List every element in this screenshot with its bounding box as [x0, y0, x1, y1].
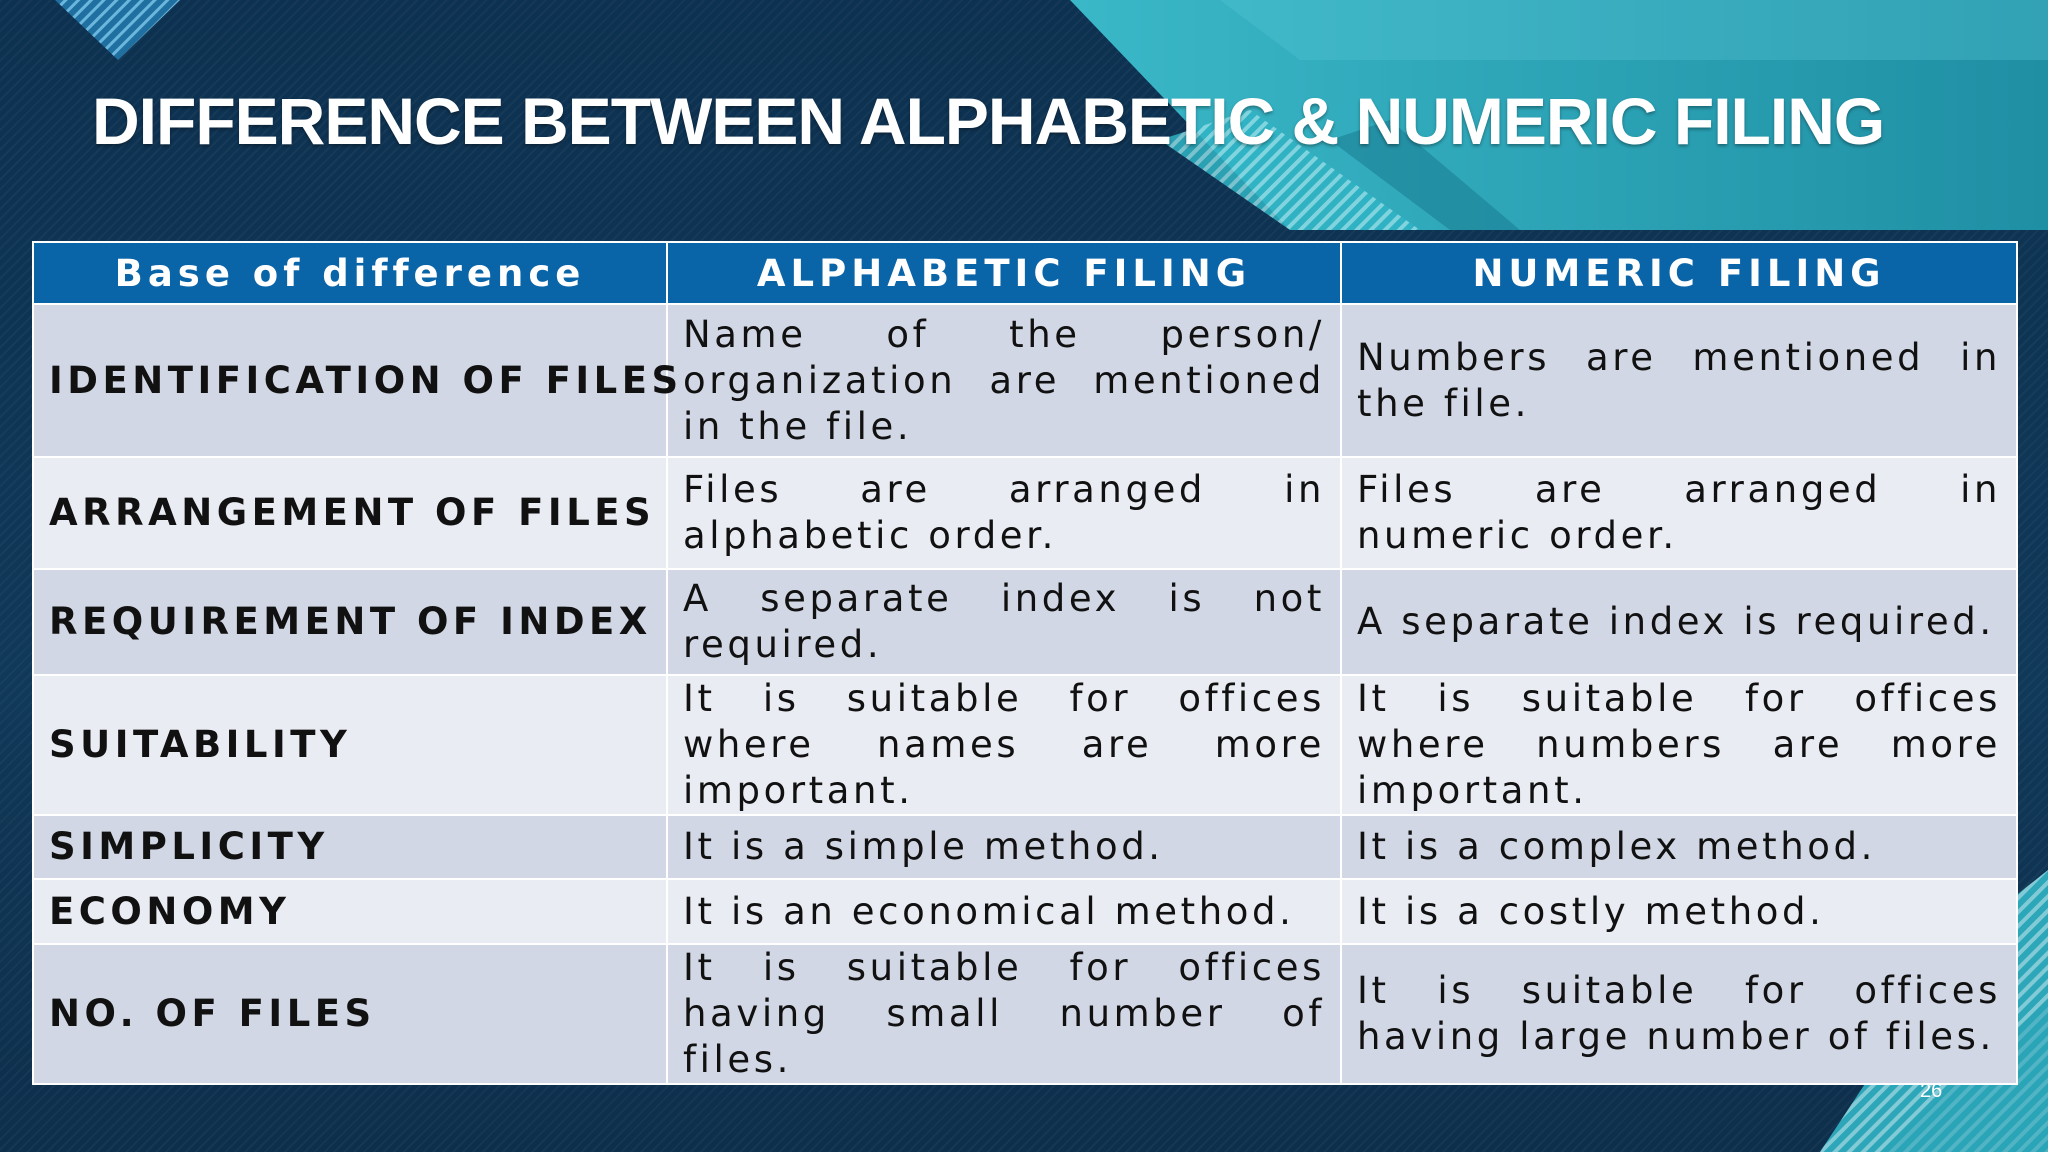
row-alphabetic: Name of the person/ organization are mentioned in the file.: [667, 304, 1341, 457]
table-row: [33, 304, 2017, 457]
header-alphabetic-filing: ALPHABETIC FILING: [667, 242, 1341, 304]
slide-title: DIFFERENCE BETWEEN ALPHABETIC & NUMERIC FILING: [92, 84, 1885, 158]
row-base: ECONOMY: [33, 879, 667, 944]
header-base-of-difference: Base of difference: [33, 242, 667, 304]
table-row: [33, 675, 2017, 815]
row-alphabetic: Files are arranged in alphabetic order.: [667, 457, 1341, 569]
row-numeric: A separate index is required.: [1341, 569, 2017, 675]
row-numeric: It is suitable for offices having large number of files.: [1341, 944, 2017, 1084]
row-numeric: Numbers are mentioned in the file.: [1341, 304, 2017, 457]
row-numeric: It is a complex method.: [1341, 815, 2017, 879]
table-header-row: [33, 242, 2017, 304]
comparison-table-container: [32, 241, 2016, 1085]
row-alphabetic: A separate index is not required.: [667, 569, 1341, 675]
row-numeric: It is suitable for offices where numbers are more important.: [1341, 675, 2017, 815]
table-row: [33, 569, 2017, 675]
header-numeric-filing: NUMERIC FILING: [1341, 242, 2017, 304]
comparison-table: [32, 241, 2018, 1085]
row-numeric: It is a costly method.: [1341, 879, 2017, 944]
row-alphabetic: It is suitable for offices where names are more important.: [667, 675, 1341, 815]
table-row: [33, 879, 2017, 944]
table-row: [33, 944, 2017, 1084]
page-number: 26: [1920, 1080, 1943, 1102]
table-row: [33, 457, 2017, 569]
row-base: SUITABILITY: [33, 675, 667, 815]
row-base: IDENTIFICATION OF FILES: [33, 304, 667, 457]
row-numeric: Files are arranged in numeric order.: [1341, 457, 2017, 569]
row-base: ARRANGEMENT OF FILES: [33, 457, 667, 569]
row-alphabetic: It is suitable for offices having small number of files.: [667, 944, 1341, 1084]
row-base: SIMPLICITY: [33, 815, 667, 879]
row-alphabetic: It is an economical method.: [667, 879, 1341, 944]
row-alphabetic: It is a simple method.: [667, 815, 1341, 879]
row-base: REQUIREMENT OF INDEX: [33, 569, 667, 675]
row-base: NO. OF FILES: [33, 944, 667, 1084]
table-row: [33, 815, 2017, 879]
